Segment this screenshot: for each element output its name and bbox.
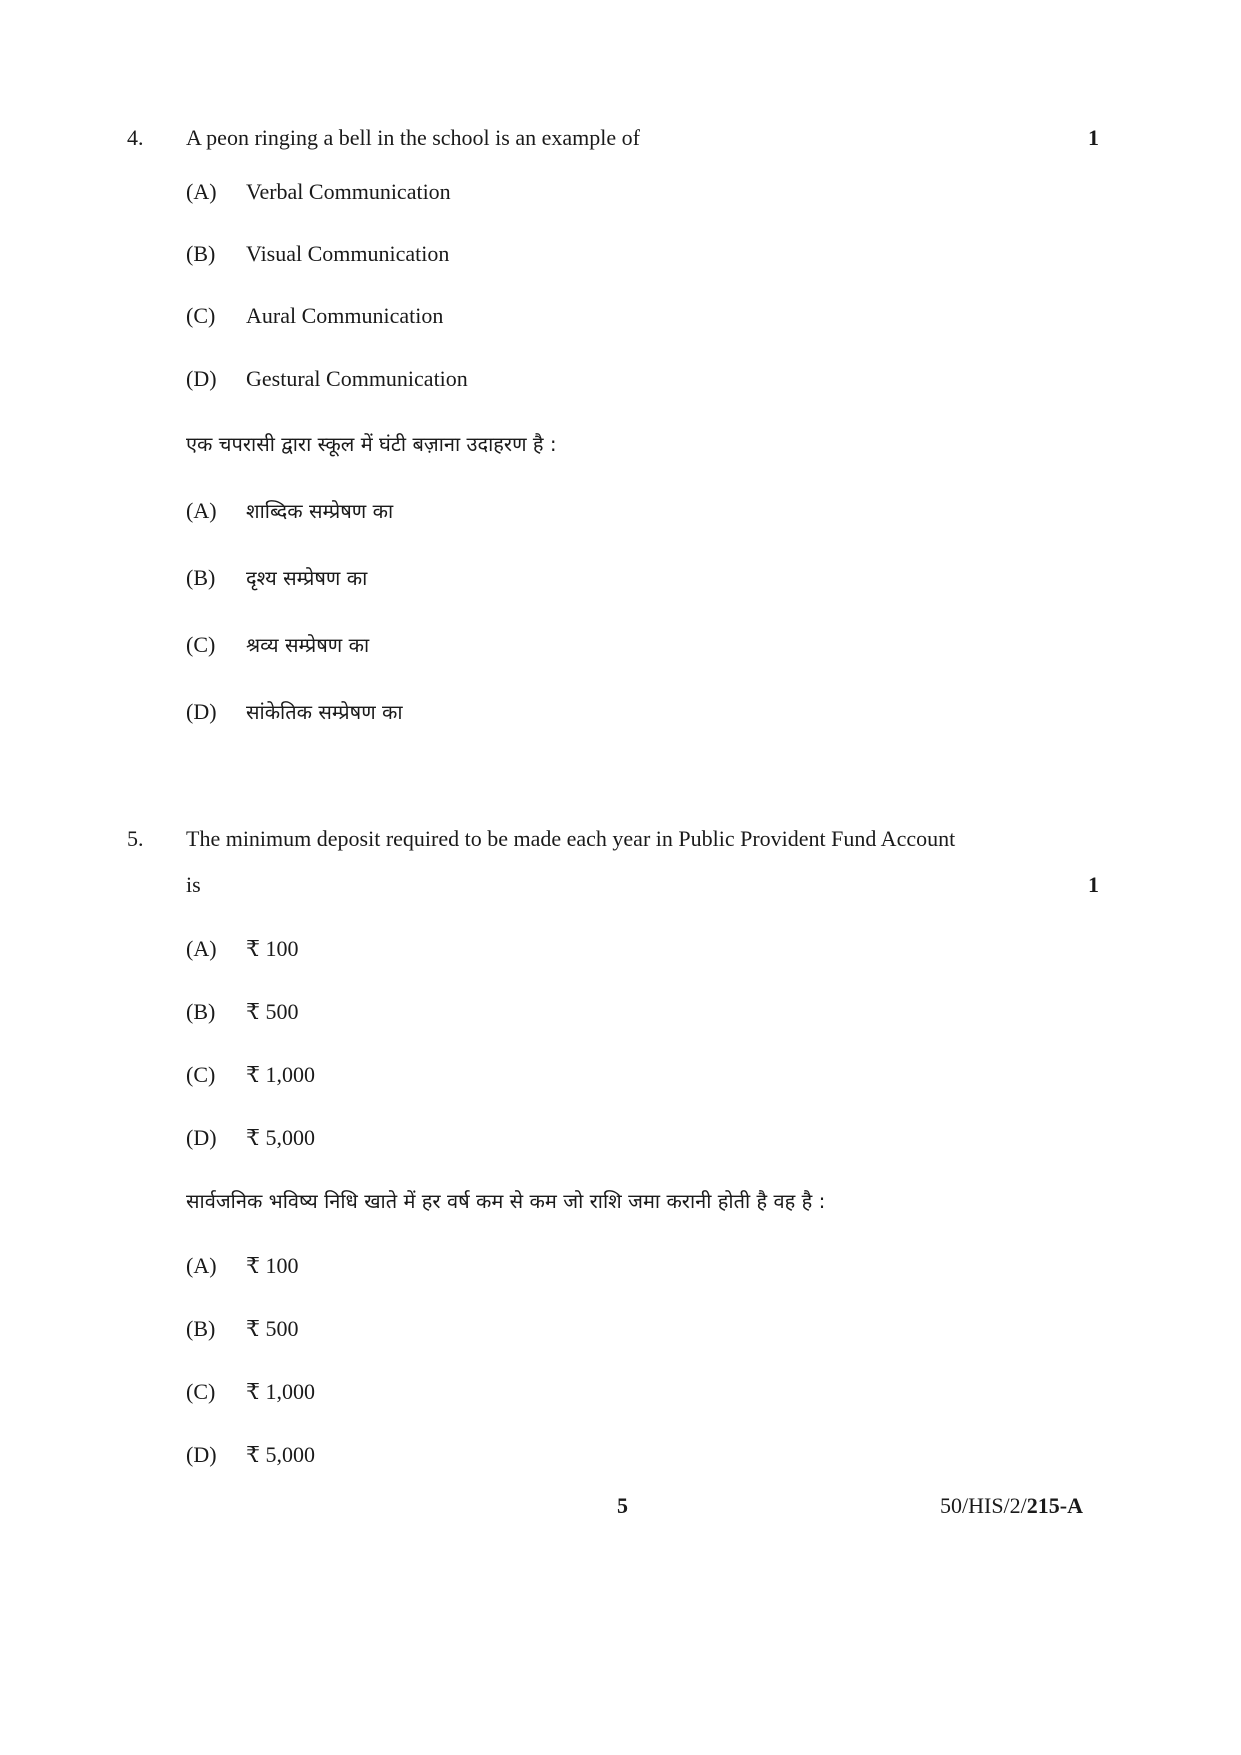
option-letter: (B) (186, 565, 216, 590)
option-letter: (D) (186, 1125, 217, 1150)
option-letter: (D) (186, 699, 217, 724)
option-letter: (A) (186, 498, 217, 523)
option-text: ₹ 1,000 (246, 1379, 315, 1404)
option-text-hindi: शाब्दिक सम्प्रेषण का (246, 499, 394, 523)
question-text: A peon ringing a bell in the school is an example of (186, 125, 640, 150)
option-letter: (D) (186, 366, 217, 391)
question-text-hindi: एक चपरासी द्वारा स्कूल में घंटी बज़ाना उदाहरण है : (186, 432, 557, 456)
option-letter: (D) (186, 1442, 217, 1467)
option-letter: (B) (186, 999, 216, 1024)
question-text-hindi: सार्वजनिक भविष्य निधि खाते में हर वर्ष कम से कम जो राशि जमा करानी होती है वह है : (186, 1189, 826, 1213)
option-text-hindi: सांकेतिक सम्प्रेषण का (246, 700, 403, 724)
paper-code (940, 1492, 1083, 1520)
option-letter: (B) (186, 1316, 216, 1341)
option-letter: (C) (186, 1379, 216, 1404)
option-text: ₹ 500 (246, 999, 299, 1024)
question-number: 5. (127, 826, 144, 851)
option-text: ₹ 100 (246, 1253, 299, 1278)
option-letter: (A) (186, 179, 217, 204)
paper-code-prefix: 50/HIS/2/ (940, 1493, 1027, 1518)
question-text-continued: is (186, 872, 201, 897)
option-text: Gestural Communication (246, 366, 468, 391)
option-letter: (A) (186, 936, 217, 961)
option-letter: (A) (186, 1253, 217, 1278)
option-text: ₹ 5,000 (246, 1125, 315, 1150)
option-letter: (C) (186, 632, 216, 657)
option-letter: (B) (186, 241, 216, 266)
option-letter: (C) (186, 1062, 216, 1087)
option-text: ₹ 500 (246, 1316, 299, 1341)
option-text: ₹ 100 (246, 936, 299, 961)
question-marks: 1 (1088, 125, 1099, 150)
option-text-hindi: श्रव्य सम्प्रेषण का (246, 633, 370, 657)
paper-code-suffix: 215-A (1026, 1493, 1084, 1518)
question-text: The minimum deposit required to be made each year in Public Provident Fund Account (186, 826, 956, 851)
option-text: Visual Communication (246, 241, 450, 266)
question-marks: 1 (1088, 872, 1099, 897)
option-text-hindi: दृश्य सम्प्रेषण का (246, 566, 368, 590)
option-text: ₹ 5,000 (246, 1442, 315, 1467)
option-text: Verbal Communication (246, 179, 451, 204)
option-text: Aural Communication (246, 303, 444, 328)
option-text: ₹ 1,000 (246, 1062, 315, 1087)
question-number: 4. (127, 125, 144, 150)
page-number: 5 (617, 1493, 628, 1518)
option-letter: (C) (186, 303, 216, 328)
